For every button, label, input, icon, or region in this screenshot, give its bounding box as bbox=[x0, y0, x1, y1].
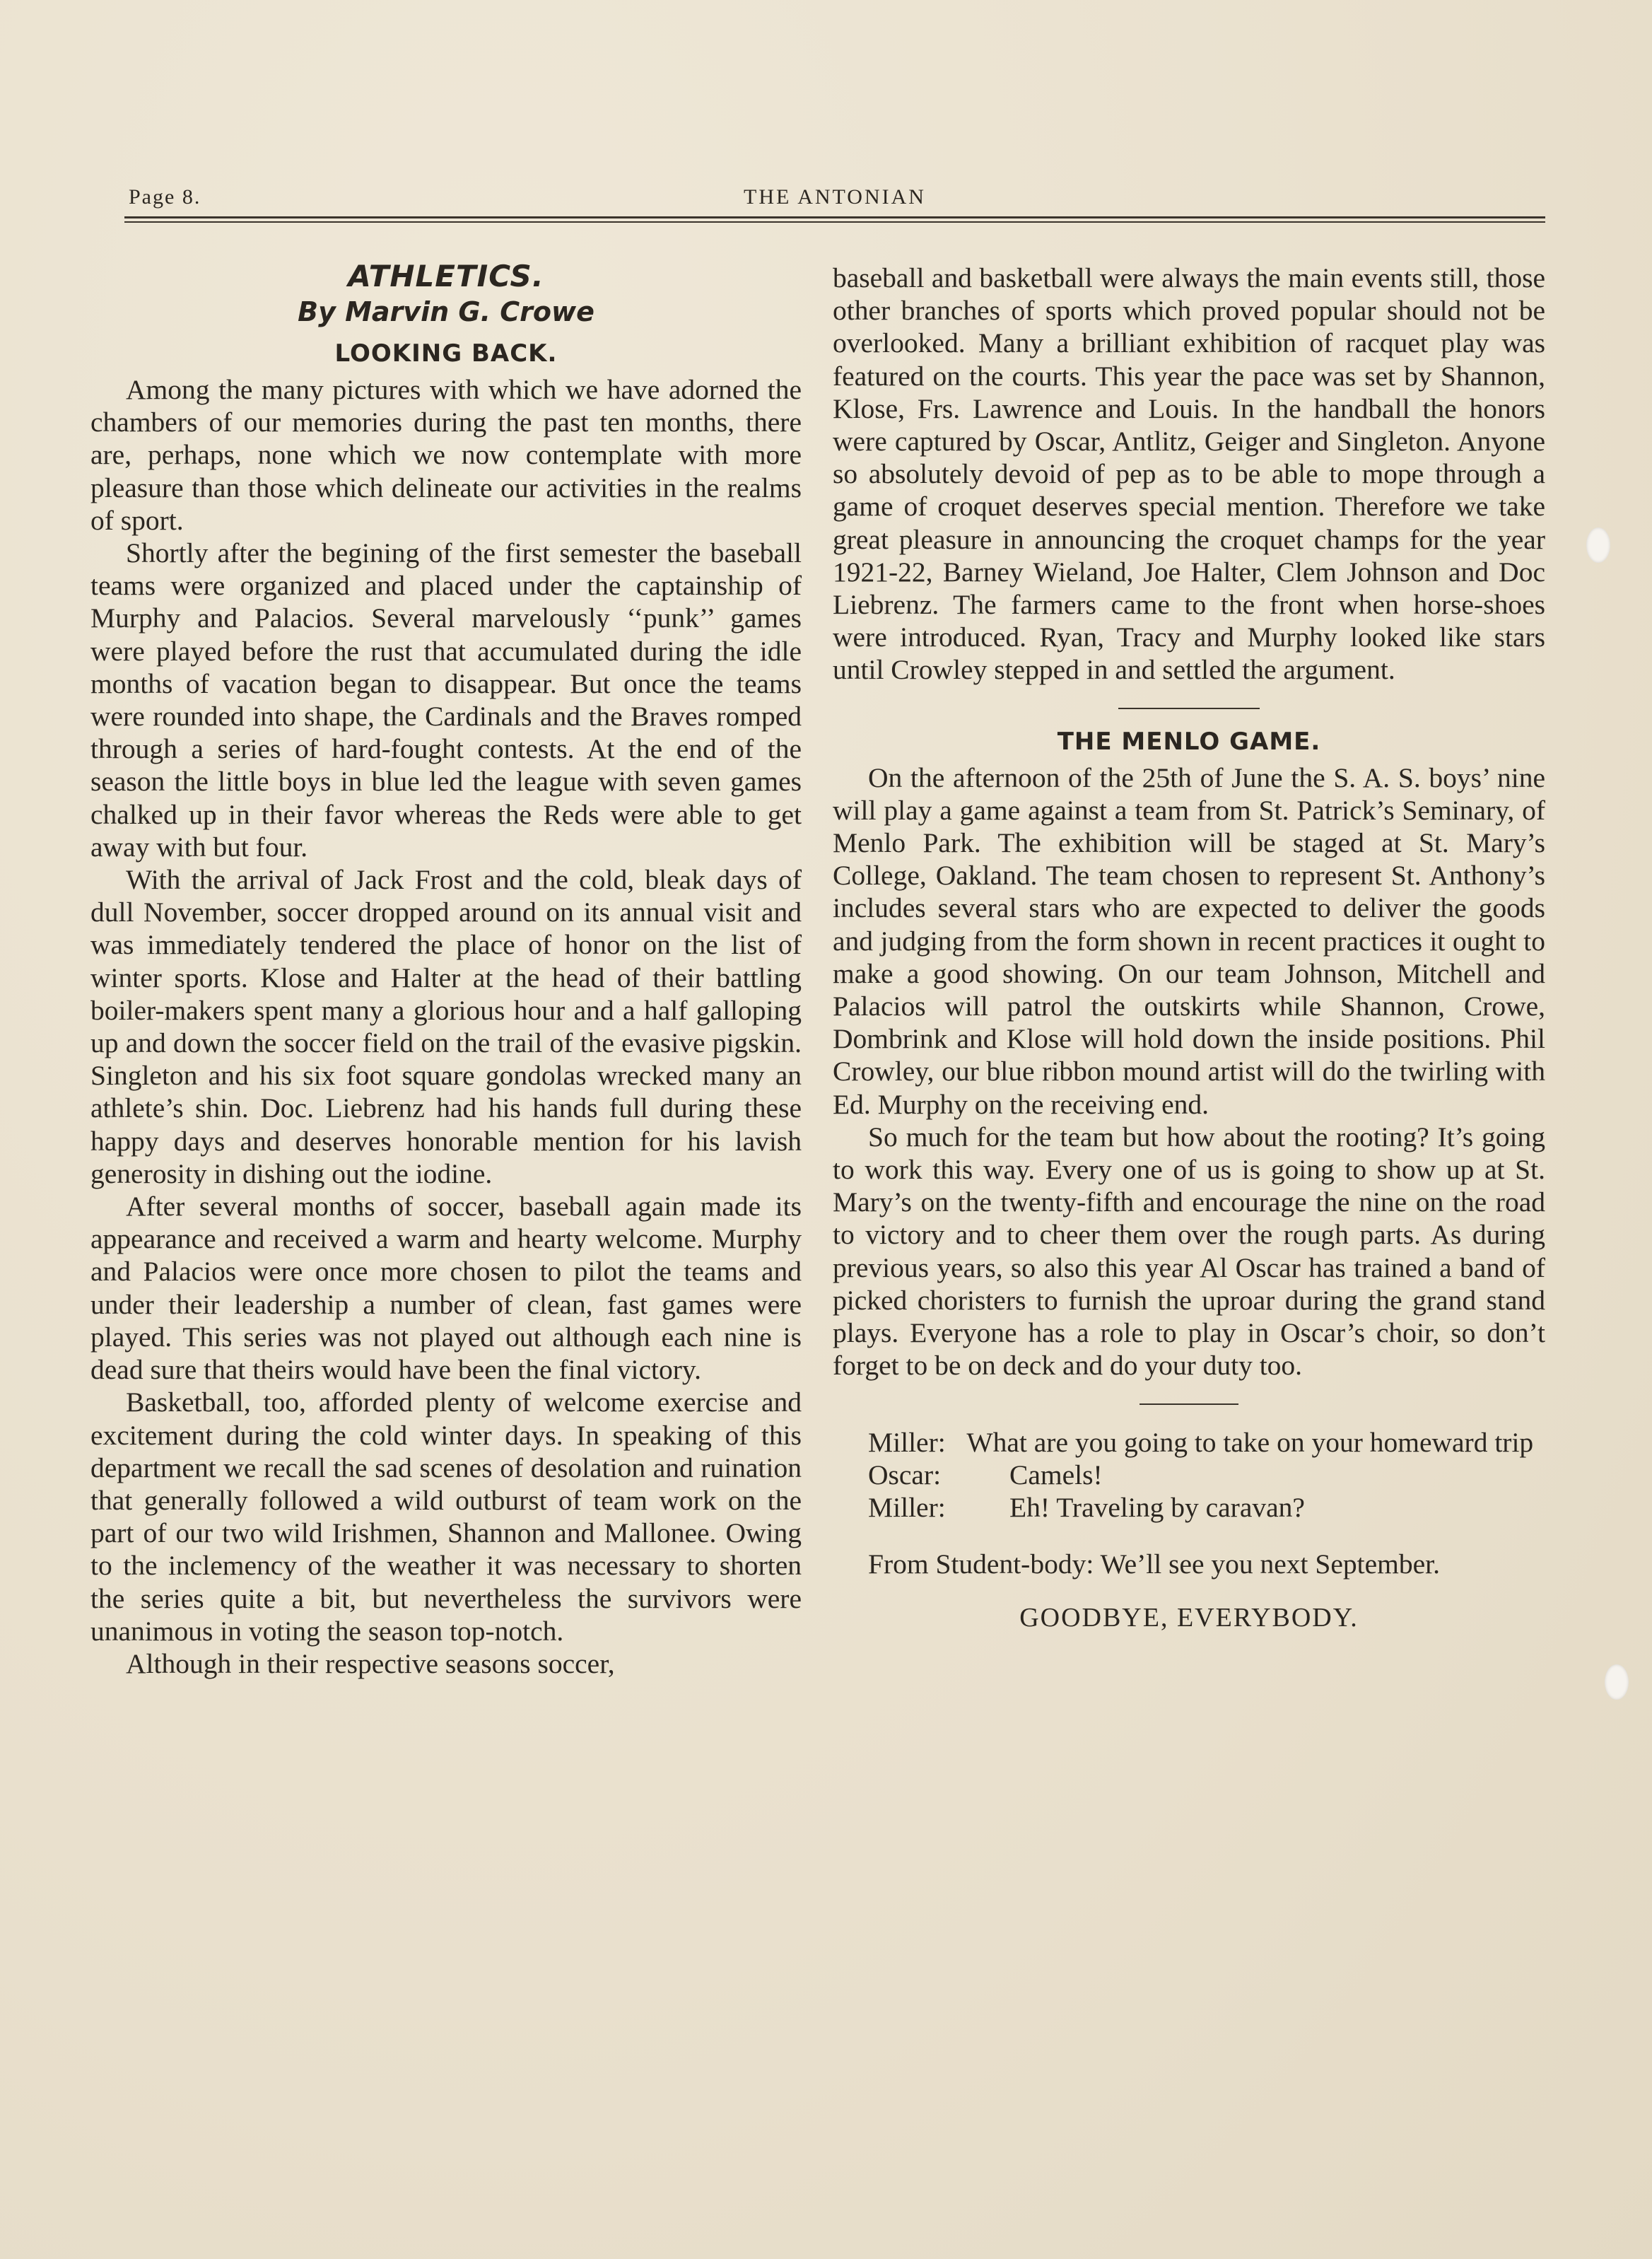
dialog-speaker: Oscar: bbox=[868, 1459, 942, 1490]
dialog-line bbox=[833, 1491, 1545, 1524]
publication-title: THE ANTONIAN bbox=[744, 185, 926, 209]
article-byline: By Marvin G. Crowe bbox=[298, 296, 594, 327]
dialog-text: Camels! bbox=[1009, 1459, 1103, 1490]
farewell-note: From Student-body: We’ll see you next September. bbox=[868, 1548, 1441, 1580]
section-divider bbox=[1118, 708, 1260, 709]
header-rule-bottom bbox=[124, 221, 1545, 223]
section-heading-menlo-game: THE MENLO GAME. bbox=[1057, 727, 1321, 756]
binder-hole bbox=[1605, 1664, 1629, 1700]
dialog-speaker: Miller: bbox=[868, 1426, 946, 1458]
paragraph: So much for the team but how about the rooting? It’s going to work this way. Every one of us is going to show up at St. Mary’s on the twenty-fifth and encourage the nine on the road to victory and to cheer them over the rough parts. As during previous years, so also this year Al Oscar has trained a band of picked choristers to furnish the uproar during the grand stand plays. Everyone has a role to play in Oscar’s choir, so don’t forget to be on deck and do your duty too. bbox=[833, 1121, 1545, 1382]
paragraph: On the afternoon of the 25th of June the S. A. S. boys’ nine will play a game against a team from St. Patrick’s Seminary, of Menlo Park. The exhibition will be staged at St. Mary’s College, Oakland. The team chosen to represent St. Anthony’s includes several stars who are expected to deliver the goods and judging from the form shown in recent practices it ought to make a good showing. On our team Johnson, Mitchell and Palacios will patrol the outskirts while Shannon, Crowe, Dombrink and Klose will hold down the inside positions. Phil Crowley, our blue ribbon mound artist will do the twirling with Ed. Murphy on the receiving end. bbox=[833, 761, 1545, 1120]
paragraph: Among the many pictures with which we have adorned the chambers of our memories during the past ten months, there are, perhaps, none which we now contemplate with more pleasure than those which delineate our activities in the realms of sport. bbox=[90, 374, 802, 536]
section-divider bbox=[1140, 1403, 1238, 1405]
dialog-line bbox=[833, 1459, 1545, 1491]
paragraph: Basketball, too, afforded plenty of welcome exercise and excitement during the cold winter days. In speaking of this department we recall the sad scenes of desolation and ruination that generally followed a wild outburst of team work on the part of our two wild Irishmen, Shannon and Mallonee. Owing to the inclemency of the weather it was necessary to shorten the series quite a bit, but nevertheless the survivors were unanimous in voting the season top-notch. bbox=[90, 1387, 802, 1647]
binder-hole bbox=[1586, 527, 1610, 563]
right-column bbox=[833, 262, 1545, 1634]
page-header bbox=[124, 185, 1545, 211]
paragraph: After several months of soccer, baseball again made its appearance and received a warm and hearty welcome. Murphy and Palacios were once more chosen to pilot the teams and under their leadership a number of clean, fast games were played. This series was not played out although each nine is dead sure that theirs would have been the final victory. bbox=[90, 1191, 802, 1386]
dialog-speaker: Miller: bbox=[868, 1491, 946, 1523]
left-column bbox=[90, 259, 802, 1680]
dialog-text: Eh! Traveling by caravan? bbox=[1009, 1491, 1305, 1523]
header-rule-top bbox=[124, 216, 1545, 218]
dialog-text: What are you going to take on your homeward trip bbox=[966, 1426, 1534, 1458]
paragraph: Although in their respective seasons soccer, bbox=[126, 1647, 615, 1679]
goodbye-line: GOODBYE, EVERYBODY. bbox=[1019, 1602, 1359, 1633]
article-title: ATHLETICS. bbox=[348, 259, 544, 293]
section-heading-looking-back: LOOKING BACK. bbox=[334, 339, 558, 368]
paragraph: With the arrival of Jack Frost and the cold, bleak days of dull November, soccer dropped around on its annual visit and was immediately tendered the place of honor on the list of winter sports. Klose and Halter at the head of their battling boiler-makers spent many a glorious hour and a half galloping up and down the soccer field on the trail of the evasive pigskin. Singleton and his six foot square gondolas wrecked many an athlete’s shin. Doc. Liebrenz had his hands full during these happy days and deserves honorable mention for his lavish generosity in dishing out the iodine. bbox=[90, 864, 802, 1189]
paragraph-continuation: baseball and basketball were always the main events still, those other branches of sports which proved popular should not be overlooked. Many a brilliant exhibition of racquet play was featured on the courts. This year the pace was set by Shannon, Klose, Frs. Lawrence and Louis. In the handball the honors were captured by Oscar, Antlitz, Geiger and Singleton. Anyone so absolutely devoid of pep as to be able to mope through a game of croquet deserves special mention. Therefore we take great pleasure in announcing the croquet champs for the year 1921-22, Barney Wieland, Joe Halter, Clem Johnson and Doc Liebrenz. The farmers came to the front when horse-shoes were introduced. Ryan, Tracy and Murphy looked like stars until Crowley stepped in and settled the argument. bbox=[833, 262, 1545, 686]
paragraph: Shortly after the begining of the first semester the baseball teams were organized and placed under the captainship of Murphy and Palacios. Several marvelously ‘‘punk’’ games were played before the rust that accumulated during the idle months of vacation began to disappear. But once the teams were rounded into shape, the Cardinals and the Braves romped through a series of hard-fought contests. At the end of the season the little boys in blue led the league with seven games chalked up in their favor whereas the Reds were able to get away with but four. bbox=[90, 537, 802, 863]
dialog-block bbox=[833, 1426, 1545, 1524]
page-number: Page 8. bbox=[129, 185, 201, 209]
dialog-line bbox=[833, 1426, 1545, 1459]
